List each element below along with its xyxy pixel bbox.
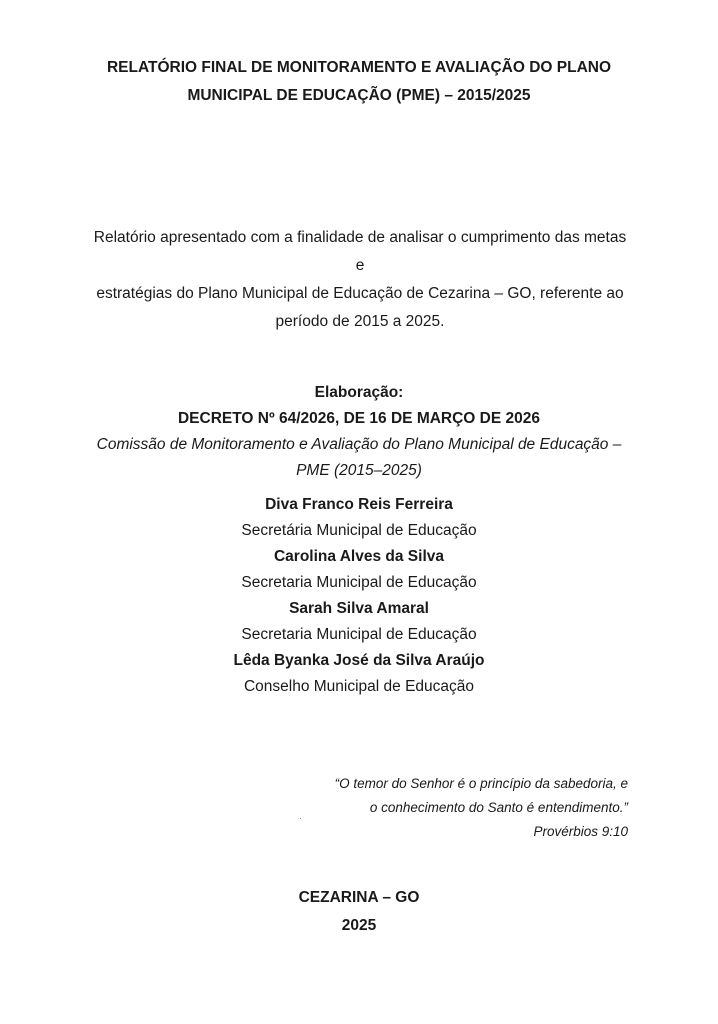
member-name: Carolina Alves da Silva — [273, 548, 444, 565]
member — [0, 648, 718, 700]
title-line-1: RELATÓRIO FINAL DE MONITORAMENTO E AVALIAÇÃO DO PLANO — [106, 59, 612, 76]
footer-block — [0, 884, 718, 940]
member — [0, 492, 718, 544]
member-name: Diva Franco Reis Ferreira — [265, 496, 453, 513]
commission-line-1: Comissão de Monitoramento e Avaliação do Plano Municipal de Educação – — [96, 436, 622, 453]
scan-speck — [300, 818, 301, 819]
epigraph-line-1: “O temor do Senhor é o princípio da sabedoria, e — [334, 776, 628, 791]
footer-city: CEZARINA – GO — [298, 889, 420, 906]
member — [0, 596, 718, 648]
member-role: Secretária Municipal de Educação — [241, 522, 477, 539]
member-role: Conselho Municipal de Educação — [243, 678, 475, 695]
member-role: Secretaria Municipal de Educação — [241, 626, 477, 643]
title-line-2: MUNICIPAL DE EDUCAÇÃO (PME) – 2015/2025 — [187, 87, 531, 104]
members-list — [0, 492, 718, 700]
purpose-line-2: estratégias do Plano Municipal de Educação de Cezarina – GO, referente ao — [96, 285, 624, 302]
purpose-line-3: período de 2015 a 2025. — [275, 313, 445, 330]
member-name: Sarah Silva Amaral — [289, 600, 429, 617]
epigraph-line-2: o conhecimento do Santo é entendimento.” — [369, 800, 628, 815]
report-purpose — [90, 224, 630, 336]
purpose-line-1: Relatório apresentado com a finalidade de analisar o cumprimento das metas e — [93, 229, 627, 274]
epigraph-source: Provérbios 9:10 — [533, 824, 628, 839]
elaboration-heading: Elaboração: — [314, 384, 404, 401]
decree-line: DECRETO Nº 64/2026, DE 16 DE MARÇO DE 2026 — [177, 410, 540, 427]
member — [0, 544, 718, 596]
epigraph — [268, 772, 628, 844]
member-role: Secretaria Municipal de Educação — [241, 574, 477, 591]
footer-year: 2025 — [341, 917, 377, 934]
commission-line-2: PME (2015–2025) — [296, 462, 422, 479]
elaboration-block — [0, 380, 718, 484]
report-title — [0, 54, 718, 110]
member-name: Lêda Byanka José da Silva Araújo — [233, 652, 485, 669]
